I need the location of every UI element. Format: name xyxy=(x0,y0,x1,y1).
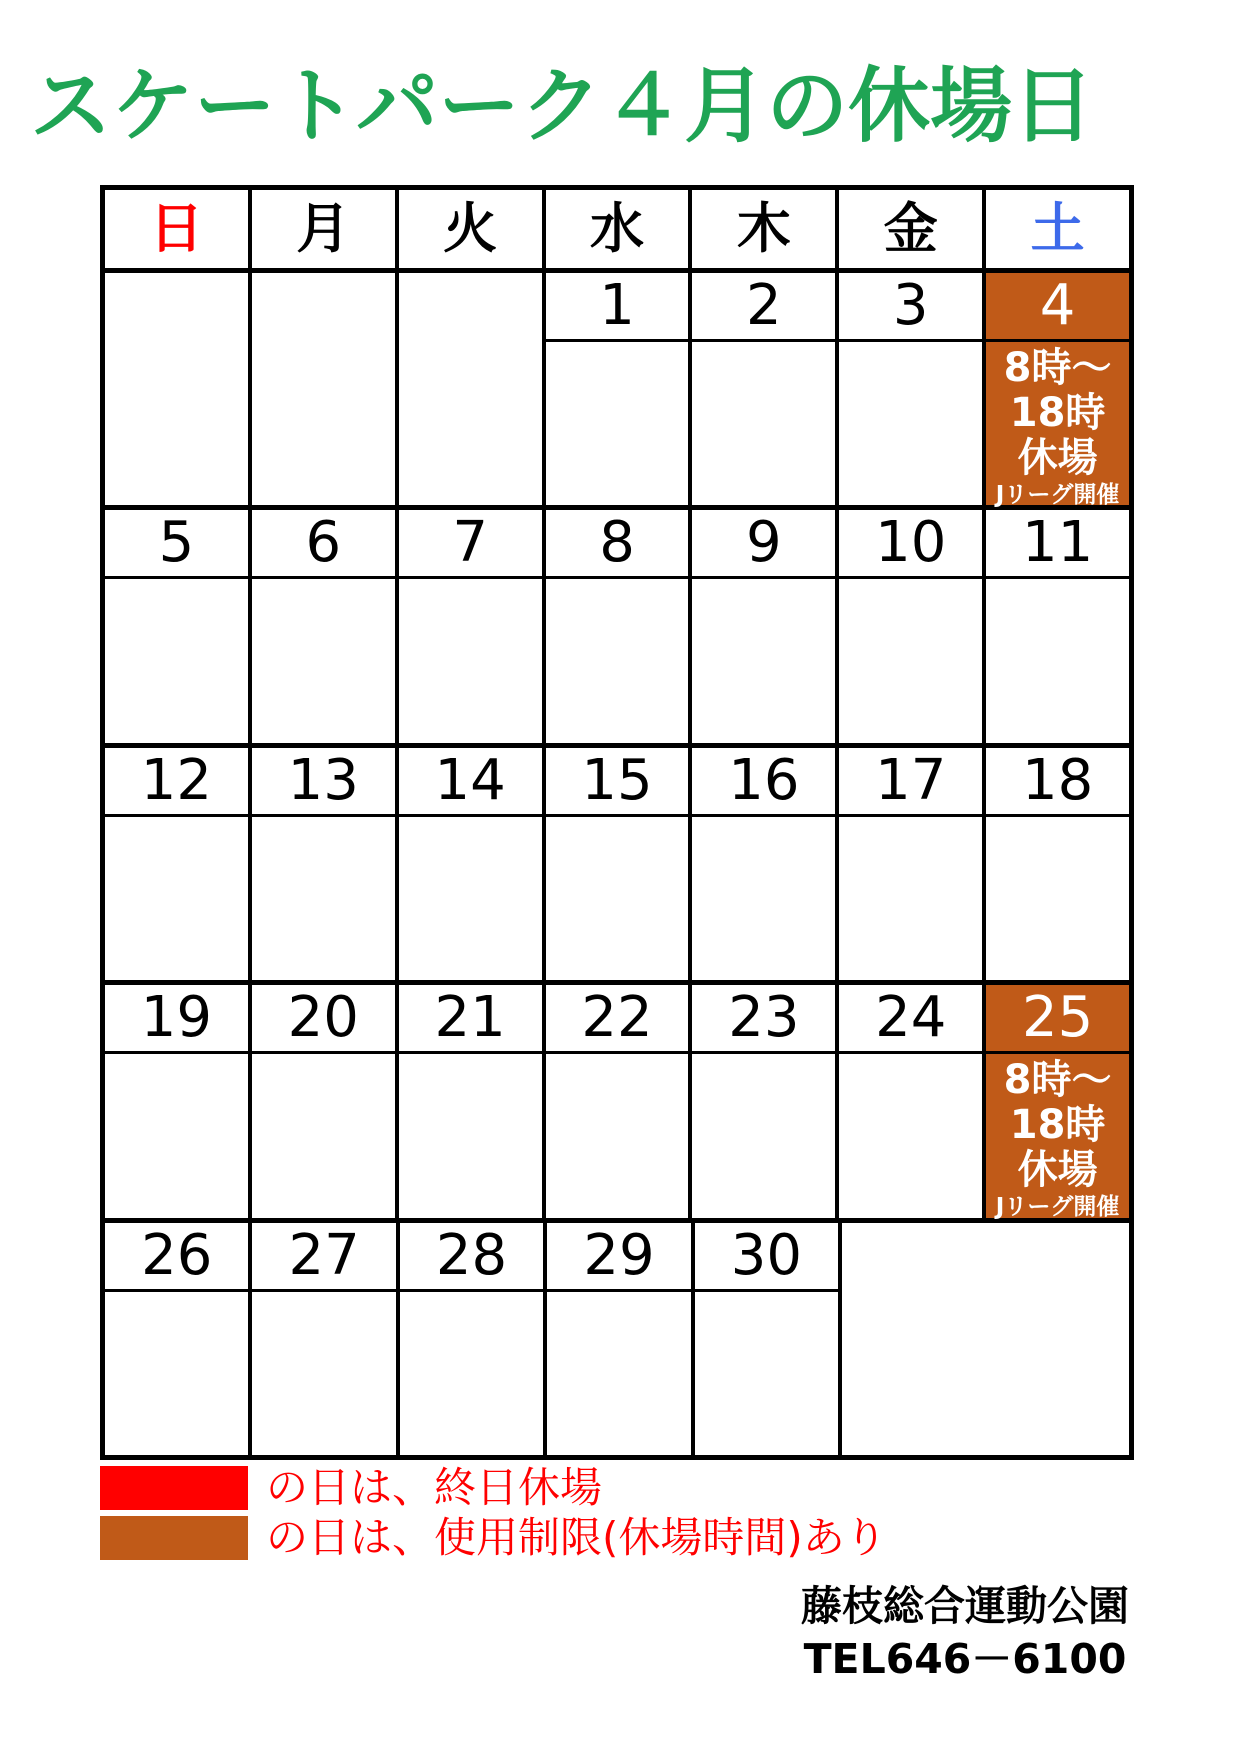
note-area xyxy=(399,579,542,742)
note-area xyxy=(986,579,1129,742)
footer xyxy=(790,1580,1140,1686)
date-label-13: 13 xyxy=(252,748,395,817)
weekday-label: 水 xyxy=(590,197,644,260)
weekday-header-日 xyxy=(105,190,252,268)
day-cell-11 xyxy=(986,510,1129,742)
weekday-label: 日 xyxy=(149,197,204,260)
empty-cell xyxy=(105,273,252,505)
calendar-week-3 xyxy=(105,748,1129,985)
date-label-22: 22 xyxy=(546,985,689,1054)
date-label-10: 10 xyxy=(839,510,982,579)
calendar-table xyxy=(100,185,1134,1460)
date-label-4: 4 xyxy=(986,273,1129,342)
jleague-note: Jリーグ開催 xyxy=(995,1194,1120,1221)
jleague-note: Jリーグ開催 xyxy=(995,482,1120,508)
restricted-day-label: の日は、使用制限(休場時間)あり xyxy=(266,1512,887,1562)
date-label-24: 24 xyxy=(839,985,982,1054)
day-cell-2 xyxy=(692,273,839,505)
legend-item-closed xyxy=(100,1464,887,1511)
note-area xyxy=(695,1292,838,1455)
closure-time-line: 18時 xyxy=(1009,1102,1106,1149)
weekday-label: 木 xyxy=(736,197,791,260)
day-cell-4 xyxy=(986,273,1129,508)
day-cell-12 xyxy=(105,748,252,980)
date-label-21: 21 xyxy=(399,985,542,1054)
date-label-23: 23 xyxy=(692,985,835,1054)
note-area xyxy=(839,1054,982,1217)
note-area xyxy=(839,342,982,505)
date-label-15: 15 xyxy=(546,748,689,817)
note-area xyxy=(252,579,395,742)
note-area xyxy=(692,579,835,742)
day-cell-25 xyxy=(986,985,1129,1221)
date-label-9: 9 xyxy=(692,510,835,579)
weekday-label: 月 xyxy=(296,197,351,260)
day-cell-6 xyxy=(252,510,399,742)
weekday-label: 金 xyxy=(883,197,938,260)
note-area xyxy=(400,1292,543,1455)
day-cell-30 xyxy=(695,1223,842,1455)
date-label-6: 6 xyxy=(252,510,395,579)
note-area xyxy=(839,817,982,980)
closure-time-line: 休場 xyxy=(1017,1147,1098,1194)
weekday-label: 土 xyxy=(1030,197,1085,260)
day-cell-14 xyxy=(399,748,546,980)
day-cell-22 xyxy=(546,985,693,1217)
note-area xyxy=(986,342,1129,508)
legend xyxy=(100,1464,887,1564)
footer-park-name: 藤枝総合運動公園 xyxy=(801,1582,1129,1630)
note-area xyxy=(105,1292,248,1455)
note-area xyxy=(546,817,689,980)
weekday-header-火 xyxy=(399,190,546,268)
weekday-label: 火 xyxy=(443,197,498,260)
day-cell-28 xyxy=(400,1223,547,1455)
date-label-28: 28 xyxy=(400,1223,543,1292)
weekday-header-木 xyxy=(692,190,839,268)
day-cell-18 xyxy=(986,748,1129,980)
closed-day-swatch xyxy=(100,1466,248,1510)
calendar-week-2 xyxy=(105,510,1129,747)
empty-cell xyxy=(399,273,546,505)
note-area xyxy=(105,579,248,742)
day-cell-20 xyxy=(252,985,399,1217)
day-cell-9 xyxy=(692,510,839,742)
date-label-26: 26 xyxy=(105,1223,248,1292)
note-area xyxy=(546,1054,689,1217)
date-label-1: 1 xyxy=(546,273,689,342)
day-cell-27 xyxy=(252,1223,399,1455)
date-label-11: 11 xyxy=(986,510,1129,579)
date-label-20: 20 xyxy=(252,985,395,1054)
page-title: スケートパーク４月の休場日 xyxy=(29,59,1095,154)
calendar-week-1 xyxy=(105,273,1129,510)
footer-phone: TEL646－6100 xyxy=(803,1635,1127,1683)
weekday-header-row xyxy=(105,190,1129,273)
note-area xyxy=(252,1292,395,1455)
date-label-8: 8 xyxy=(546,510,689,579)
day-cell-8 xyxy=(546,510,693,742)
weekday-header-月 xyxy=(252,190,399,268)
note-area xyxy=(399,817,542,980)
note-area xyxy=(692,817,835,980)
closed-day-label: の日は、終日休場 xyxy=(266,1462,603,1512)
date-label-12: 12 xyxy=(105,748,248,817)
note-area xyxy=(839,579,982,742)
day-cell-5 xyxy=(105,510,252,742)
note-area xyxy=(252,1054,395,1217)
note-area xyxy=(252,817,395,980)
note-area xyxy=(105,817,248,980)
date-label-19: 19 xyxy=(105,985,248,1054)
date-label-25: 25 xyxy=(986,985,1129,1054)
date-label-2: 2 xyxy=(692,273,835,342)
note-area xyxy=(399,1054,542,1217)
day-cell-16 xyxy=(692,748,839,980)
closure-time-line: 8時～ xyxy=(1003,1057,1112,1104)
note-area xyxy=(986,817,1129,980)
closure-time-line: 8時～ xyxy=(1003,345,1112,391)
date-label-3: 3 xyxy=(839,273,982,342)
date-label-5: 5 xyxy=(105,510,248,579)
day-cell-13 xyxy=(252,748,399,980)
note-area xyxy=(692,342,835,505)
day-cell-15 xyxy=(546,748,693,980)
weekday-header-土 xyxy=(986,190,1129,268)
weekday-header-水 xyxy=(546,190,693,268)
day-cell-10 xyxy=(839,510,986,742)
date-label-14: 14 xyxy=(399,748,542,817)
date-label-30: 30 xyxy=(695,1223,838,1292)
day-cell-26 xyxy=(105,1223,252,1455)
day-cell-23 xyxy=(692,985,839,1217)
note-area xyxy=(546,342,689,505)
day-cell-7 xyxy=(399,510,546,742)
day-cell-21 xyxy=(399,985,546,1217)
day-cell-1 xyxy=(546,273,693,505)
date-label-27: 27 xyxy=(252,1223,395,1292)
calendar-week-5 xyxy=(105,1223,1129,1455)
day-cell-19 xyxy=(105,985,252,1217)
calendar-week-4 xyxy=(105,985,1129,1222)
note-area xyxy=(547,1292,690,1455)
note-area xyxy=(692,1054,835,1217)
date-label-7: 7 xyxy=(399,510,542,579)
date-label-17: 17 xyxy=(839,748,982,817)
empty-cell xyxy=(252,273,399,505)
date-label-16: 16 xyxy=(692,748,835,817)
day-cell-29 xyxy=(547,1223,694,1455)
restricted-day-swatch xyxy=(100,1516,248,1560)
note-area xyxy=(546,579,689,742)
note-area xyxy=(105,1054,248,1217)
closure-time-line: 休場 xyxy=(1017,435,1098,481)
weekday-header-金 xyxy=(839,190,986,268)
legend-item-restricted xyxy=(100,1514,887,1561)
date-label-29: 29 xyxy=(547,1223,690,1292)
day-cell-17 xyxy=(839,748,986,980)
closure-time-line: 18時 xyxy=(1009,390,1106,436)
day-cell-3 xyxy=(839,273,986,505)
empty-cell xyxy=(842,1223,1129,1455)
note-area xyxy=(986,1054,1129,1221)
date-label-18: 18 xyxy=(986,748,1129,817)
day-cell-24 xyxy=(839,985,986,1217)
